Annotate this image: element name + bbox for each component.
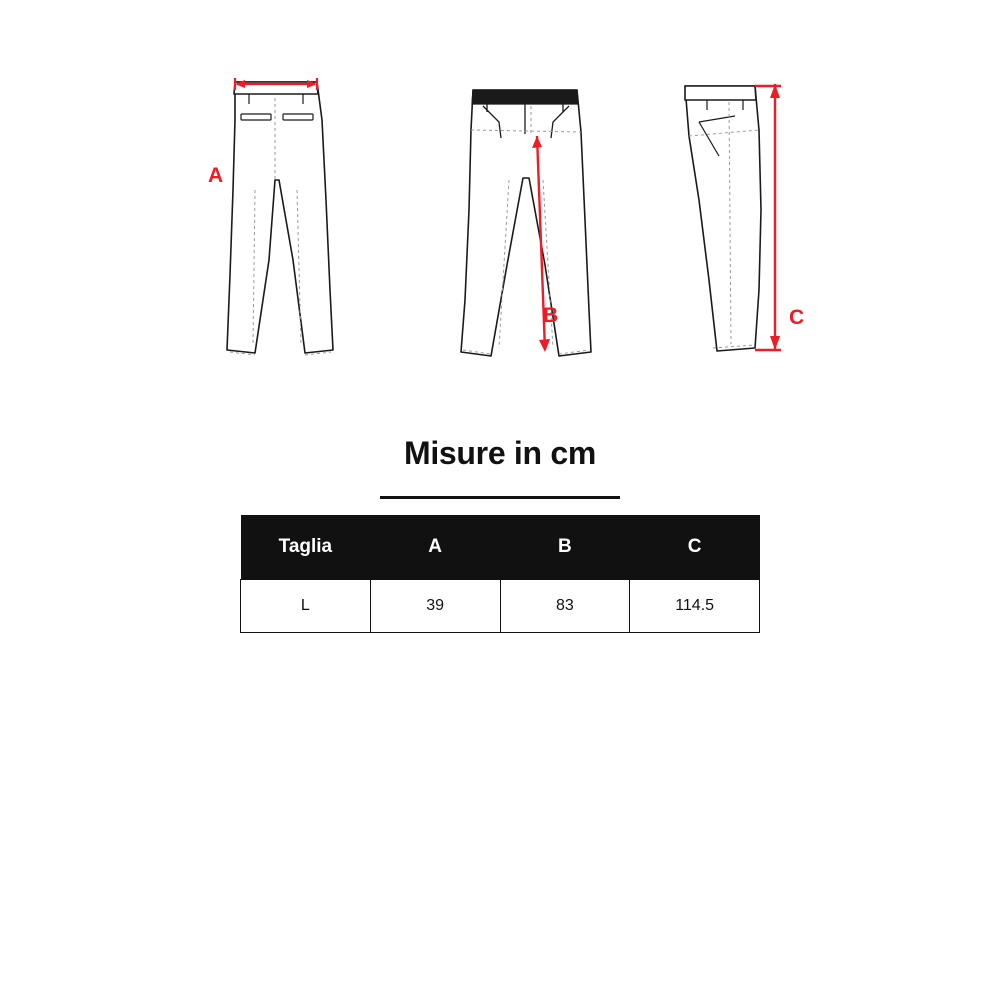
title-divider	[380, 496, 620, 499]
garment-diagrams	[0, 60, 1000, 420]
cell-b: 83	[500, 580, 630, 633]
page-title: Misure in cm	[403, 435, 596, 471]
trousers-side-view-icon	[655, 60, 855, 390]
trousers-back-view-icon	[175, 60, 375, 390]
column-header-a: A	[370, 515, 500, 580]
trousers-front-view-icon	[425, 60, 625, 390]
column-header-taglia: Taglia	[241, 515, 371, 580]
cell-a: 39	[370, 580, 500, 633]
size-table	[240, 515, 760, 633]
measure-label-c: C	[789, 306, 805, 329]
measure-label-a: A	[208, 164, 224, 187]
column-header-c: C	[630, 515, 760, 580]
measure-label-b: B	[543, 304, 559, 327]
cell-c: 114.5	[630, 580, 760, 633]
table-header-row	[241, 515, 760, 580]
cell-size: L	[241, 580, 371, 633]
table-row	[241, 580, 760, 633]
column-header-b: B	[500, 515, 630, 580]
